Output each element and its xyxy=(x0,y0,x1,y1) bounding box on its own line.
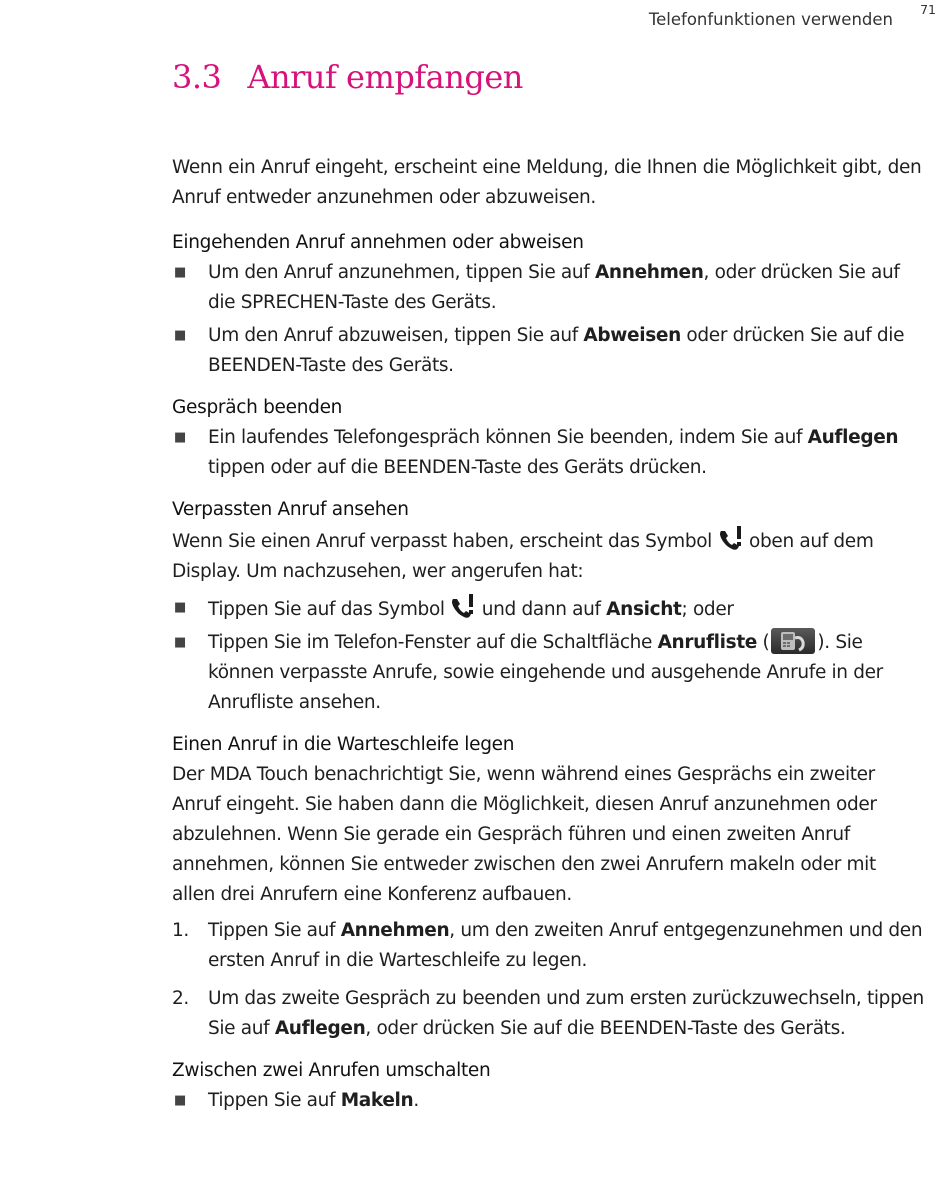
section-accept-reject xyxy=(172,228,924,381)
bullet-list xyxy=(172,258,924,381)
bullet-icon: ■ xyxy=(174,600,186,615)
numbered-list xyxy=(172,916,924,1044)
list-item: ■ Um den Anruf abzuweisen, tippen Sie auf Abweisen oder drücken Sie auf die BEENDEN-Taste des Geräts. xyxy=(172,321,924,381)
section-end-call xyxy=(172,393,924,483)
bullet-list xyxy=(172,1086,924,1116)
bullet-icon: ■ xyxy=(174,265,186,280)
section-heading: Verpassten Anruf ansehen xyxy=(172,499,409,520)
chapter-title: Anruf empfangen xyxy=(247,58,523,96)
missed-call-icon xyxy=(450,593,476,621)
bullet-icon: ■ xyxy=(174,430,186,445)
bullet-list xyxy=(172,423,924,483)
list-item: 1. Tippen Sie auf Annehmen, um den zweiten Anruf entgegenzunehmen und den ersten Anruf in die Warteschleife zu legen. xyxy=(172,920,923,971)
list-item: ■ Um den Anruf anzunehmen, tippen Sie auf Annehmen, oder drücken Sie auf die SPRECHEN-Taste des Geräts. xyxy=(172,258,924,318)
running-header: Telefonfunktionen verwenden xyxy=(648,10,893,29)
bullet-list xyxy=(172,593,924,718)
paragraph: Wenn Sie einen Anruf verpasst haben, erscheint das Symbol oben auf dem Display. Um nachzusehen, wer angerufen hat: xyxy=(172,525,924,587)
bullet-icon: ■ xyxy=(174,328,186,343)
paragraph: Der MDA Touch benachrichtigt Sie, wenn während eines Gesprächs ein zweiter Anruf eingeht. Sie haben dann die Möglichkeit, diesen Anruf anzunehmen oder abzulehnen. Wenn Sie gerade ein Gespräch führen und einen zweiten Anruf annehmen, können Sie entweder zwischen den zwei Anrufern makeln oder mit allen drei Anrufern eine Konferenz aufbauen. xyxy=(172,764,877,905)
list-item: ■ Tippen Sie auf das Symbol und dann auf Ansicht; oder xyxy=(172,593,924,625)
list-item: ■ Ein laufendes Telefongespräch können Sie beenden, indem Sie auf Auflegen tippen oder auf die BEENDEN-Taste des Geräts drücken. xyxy=(172,423,924,483)
section-heading: Gespräch beenden xyxy=(172,397,343,418)
section-heading: Zwischen zwei Anrufen umschalten xyxy=(172,1060,491,1081)
chapter-heading xyxy=(172,58,523,96)
list-item: 2. Um das zweite Gespräch zu beenden und zum ersten zurückzuwechseln, tippen Sie auf Auflegen, oder drücken Sie auf die BEENDEN-Taste des Geräts. xyxy=(172,988,924,1039)
bullet-icon: ■ xyxy=(174,635,186,650)
call-list-button-icon xyxy=(771,628,815,654)
section-heading: Eingehenden Anruf annehmen oder abweisen xyxy=(172,232,584,253)
bullet-icon: ■ xyxy=(174,1093,186,1108)
list-item: ■ Tippen Sie auf Makeln. xyxy=(172,1086,924,1116)
section-heading: Einen Anruf in die Warteschleife legen xyxy=(172,734,515,755)
list-item: ■ Tippen Sie im Telefon-Fenster auf die Schaltfläche Anrufliste ( ). Sie können verpasste Anrufe, sowie eingehende und ausgehende Anrufe in der Anrufliste ansehen. xyxy=(172,628,924,718)
section-switch-calls xyxy=(172,1056,924,1116)
chapter-number: 3.3 xyxy=(172,58,222,96)
page-content xyxy=(172,153,924,1119)
section-hold xyxy=(172,730,924,1044)
missed-call-icon xyxy=(718,525,744,553)
intro-paragraph: Wenn ein Anruf eingeht, erscheint eine Meldung, die Ihnen die Möglichkeit gibt, den Anruf entweder anzunehmen oder abzuweisen. xyxy=(172,157,922,208)
section-missed-call xyxy=(172,495,924,718)
page-number: 71 xyxy=(920,2,936,17)
